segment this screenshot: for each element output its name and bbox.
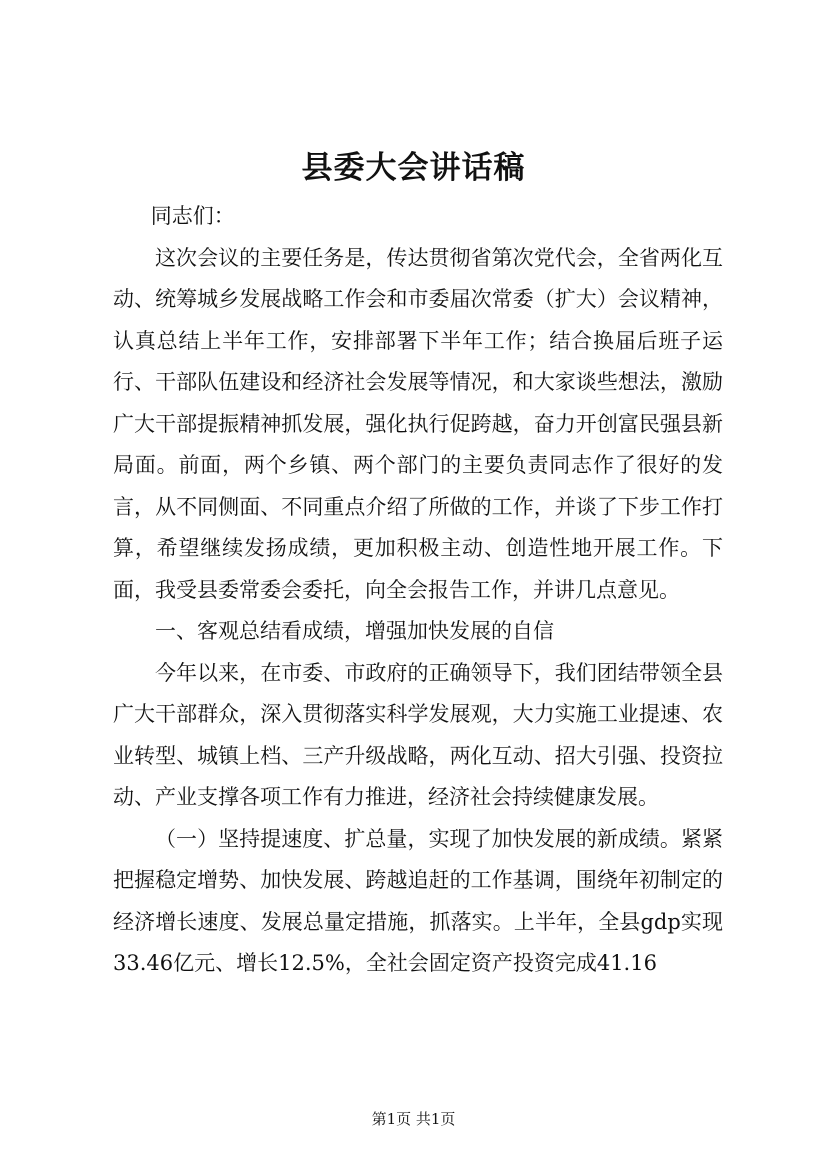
paragraph-overview: 今年以来，在市委、市政府的正确领导下，我们团结带领全县广大干部群众，深入贯彻落实科学发展观，大力实施工业提速、农业转型、城镇上档、三产升级战略，两化互动、招大引强、投资拉动、产业支撑各项工作有力推进，经济社会持续健康发展。 bbox=[113, 660, 723, 809]
page-footer: 第1页 共1页 bbox=[371, 1110, 456, 1128]
greeting-line: 同志们： bbox=[150, 204, 235, 228]
section-heading-1: 一、客观总结看成绩，增强加快发展的自信 bbox=[155, 619, 554, 643]
paragraph-subsection-1: （一）坚持提速度、扩总量，实现了加快发展的新成绩。紧紧把握稳定增势、加快发展、跨越追赶的工作基调，围绕年初制定的经济增长速度、发展总量定措施，抓落实。上半年，全县gdp实现33.46亿元、增长12.5%，全社会固定资产投资完成41.16 bbox=[113, 826, 723, 975]
document-body bbox=[113, 196, 723, 985]
document-title: 县委大会讲话稿 bbox=[301, 150, 526, 186]
paragraph-intro: 这次会议的主要任务是，传达贯彻省第次党代会，全省两化互动、统筹城乡发展战略工作会和市委届次常委（扩大）会议精神，认真总结上半年工作，安排部署下半年工作；结合换届后班子运行、干部队伍建设和经济社会发展等情况，和大家谈些想法，激励广大干部提振精神抓发展，强化执行促跨越，奋力开创富民强县新局面。前面，两个乡镇、两个部门的主要负责同志作了很好的发言，从不同侧面、不同重点介绍了所做的工作，并谈了下步工作打算，希望继续发扬成绩，更加积极主动、创造性地开展工作。下面，我受县委常委会委托，向全会报告工作，并讲几点意见。 bbox=[113, 245, 723, 602]
